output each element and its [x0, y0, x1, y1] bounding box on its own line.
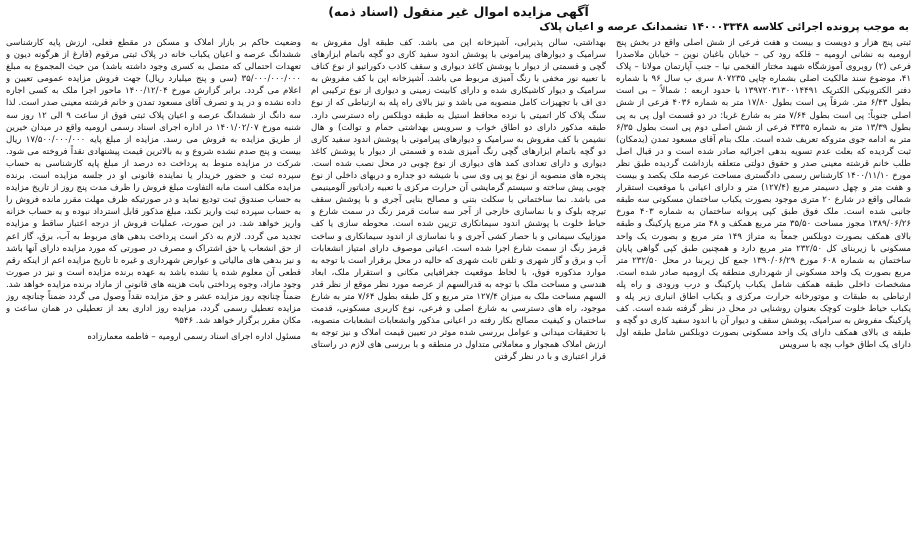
column-left-text: وضعیت حاکم بر بازار املاک و مسکن در مقطع فعلی، ارزش پایه کارشناسی ششدانگ عرصه و اعیان یکباب خانه در پلاک ثبتی مرقوم (فارغ از هرگونه دیون و تعهدات احتمالی که متصل به کسری وجود داشته باشد) من حیث المجموع به مبلغ ۳۵/۰۰۰/۰۰۰/۰۰۰ (سی و پنج میلیارد ریال) جهت فروش مزایده عمومی تعیین و اعلام می گردد. برابر گزارش مورخ ۱۴۰۰/۱۲/۰۴ ماحور اجرا ملک به کسی اجاره داده نشده و در ید و تصرف آقای مسعود تمدن و خانم قرشته معینی صدر است. لذا سه دانگ از ششدانگ عرصه و اعیان پلاک ثبتی فوق از ساعت ۹ الی ۱۲ روز سه شنبه مورخ ۱۴۰۱/۰۲/۰۷ در اداره اجرای اسناد رسمی ارومیه واقع در میدان خیرین از طریق مزایده به فروش می رسد. مزایده از مبلغ پایه ۱۷/۵۰۰/۰۰۰/۰۰۰ ریال بیست و پنج صدم نشده شروع و به بالاترین قیمت پیشنهادی نقداً فروخته می شود. شرکت در مزایده منوط به پرداخت ده درصد از مبلغ پایه کارشناسی به حساب سپرده ثبت و حضور خریدار یا نماینده قانونی او در جلسه مزایده است. برنده مزایده مکلف است مابه التفاوت مبلغ فروش را ظرف مدت پنج روز از تاریخ مزایده به حساب صندوق ثبت تودیع نماید و در صورتیکه ظرف مهلت مقرر مانده فروش را به حساب سپرده ثبت واریز نکند، مبلغ مذکور قابل استرداد نبوده و به حساب خزانه واریز خواهد شد. در این صورت، عملیات فروش از درجه اعتبار ساقط و مزایده تجدید می گردد. لازم به ذکر است پرداخت بدهی های مربوط به آب، برق، گاز اعم از حق انشعاب یا حق اشتراک و مصرف در صورتی که مورد مزایده دارای آنها باشد و نیز بدهی های مالیاتی و عوارض شهرداری و غیره تا تاریخ مزایده اعم از اینکه رقم قطعی آن معلوم شده یا نشده باشد به عهده برنده مزایده است و نیز در صورت وجود مازاد، وجوه پرداختی بابت هزینه های قانونی از مازاد برنده مزایده خواهد شد. ضمناً چنانچه روز مزایده عشر و حق مزایده نقداً وصول می گردد ضمناً چنانچه روز مزایده تعطیل رسمی گردد، مزایده روز اداری بعد از تعطیلی در همان ساعت و مکان مقرر برگزار خواهد شد. ۹۵۴۶: [6, 38, 301, 327]
column-middle-text: بهداشتی، سالن پذیرایی، آشپزخانه اپن می باشد. کف طبقه اول مفروش به سرامیک و دیوارهای پیرامونی با پوشش اندود سفید کاری دو گچه باتمام ابزارهای گچی و قسمتی از دیوار با پوشش کاغذ دیواری و سقف کاذب دکوراتیو از نوع کناف با تعبیه نور مخفی با رنگ آمیزی مربوط می باشد. آشپزخانه اپن با کف مفروش به سرامیک و دیوار کاشیکاری شده و دارای کابینت زمینی و دیواری از نوع ترکیبی ام دی اف با تجهیزات کامل منصوبه می باشد و نیز بالای راه پله به ارتباطی که از نوع سنگ پلاک کار اتمیتی با نرده محافظ استیل به طبقه دوبلکس راه دسترسی دارد. طبقه مذکور دارای دو اطاق خواب و سرویس بهداشتی حمام و توالت) و هال نشیمن با کف مفروش به سرامیک و دیوارهای پیرامونی با پوشش اندود سفید کاری دو گچه باتمام ابزارهای گچی رنگ آمیزی شده و قسمتی از دیوار با پوشش کاغذ دیواری و دارای تعدادی کمد های دیواری از نوع چوبی در محل نصب شده است. پنجره های منصوبه از نوع یو پی وی سی با شیشه دو جداره و دربهای داخلی از نوع چوبی پیش ساخته و سیستم گرمایشی آن حرارت مرکزی با تعبیه رادیاتور آلومینیمی می باشد. نما ساختمانی با سکلت بتنی و مصالح بنایی آجری و با پوشش سقف تیرچه بلوک و با نماسازی خارجی از آجر سه سانت قرمز رنگ در سمت شارع و حیاط خلوت با پوشش اندود سیمانکاری تزیین شده است. محوطه سازی یا کف موزاییک سیمانی و با حصار کشی آجری و با نماسازی از اندود سیمانکاری و ساخت قرمز رنگ از سمت شارع اجرا شده است. اعیانی موصوف دارای امتیاز انشعابات آب و برق و گاز شهری و تلفن ثابت شهری که حالیه در محل برقرار است با توجه به موارد مذکوره فوق، با لحاظ موقعیت جغرافیایی مکانی و استقرار ملک، ابعاد هندسی و مساحت ملک با توجه به قدرالسهم از عرصه مورد نظر موقع از نظر قدر السهم مساحت ملک به میزان ۱۲۷/۴ متر مربع و کل طبقه بطول ۷/۶۴ متر به شارع موجود، راه های دسترسی به شارع اصلی و فرعی، نوع کاربری مسکونی، قدمت ساختمان و کیفیت مصالح بکار رفته در اعیانی مذکور وانشعابات انشعابات منصوبه، با تحقیقات میدانی و عوامل بررسی شده موثر در تعیین قیمت املاک و نیز توجه به ارزش املاک همجوار و معاملاتی متداول در منطقه و با بررسی های لازم در راستای قرار اعتباری و با در نظر گرفتن: [311, 38, 606, 363]
column-right-text: ثبتی پنج هزار و دویست و بیست و هفت فرعی از شش اصلی واقع در بخش پنج ارومیه به نشانی ارومیه – قلکه رود کی – خیابان باغبان نوین – خیابان ملاصدرا فرعی (۲) روبروی آموزشگاه شهید مختار الفخمی نیا – جنب آپارتمان مولانا – پلاک ۴۱، موضوع سند مالکیت اصلی بشماره چاپی ۸۰۷۲۳۵ سری ب سال ۹۶ با شماره دفتر الکترونیکی الکتریک ۱۳۹۷۲۰۳۱۳۰۰۱۴۴۹۱ با حدود اربعه : شمالاً – بی است بطول ۶/۴۳ متر. شرقاً پی است بطول ۱۷/۸۰ متر به شماره ۴۰۳۶ فرعی از شش اصلی جنوباً: پی است بطول ۷/۶۴ متر به شارع غربا: در دو قسمت اول پی به پی بطول ۱۳/۳۹ متر به شماره ۴۳۳۵ فرعی از شش اصلی دوم پی است بطول ۶/۳۵ متر به ادامه جوی متروکه تعریف شده است. ملک بنام آقای مسعود تمدن (یدمکان) ثبت گردیده که بعلت عدم تسویه بدهی اجرائیه صادر شده است و در قبال اصل طلب خانم قرشته معینی صدر و حقوق دولتی متعلقه بازداشت گردیده طبق نظر مورخ ۱۴۰۰/۱۱/۱۰ کارشناس رسمی دادگستری مساحت عرصه ملک یکصد و بیست و هفت متر و چهل دسیمتر مربع (۱۲۷/۴) متر و دارای اعیانی با موقعیت استقرار شمالی واقع در شارع ۲۰ متری موجود بصورت یکباب ساختمان مسکونی سه طبقه جانبی شده است. ملک فوق طبق کپی پروانه ساختمان به شماره ۴۰۳ مورخ ۱۳۸۹/۰۶/۲۶ مجوز مساحت ۳۵/۵۰ متر مربع همکف و ۴۸ متر مربع پارکینگ و طبقه بالای همکف بصورت دوبلکس جمعاً به متراژ ۱۴۹ متر مربع و بصورت یک واحد مسکونی با زیربنای کل ۲۳۲/۵۰ متر مربع دارد و همچنین طبق کپی گواهی پایان ساختمان به شماره ۶۰۸ مورخ ۱۳۹۰/۰۶/۲۹ جمع کل زیربنا در محل ۲۳۲/۵۰ متر مربع بصورت یک واحد مسکونی از شهرداری منطقه یک ارومیه صادر شده است. مشخصات داخلی طبقه همکف شامل یکباب پارکینگ و درب ورودی و راه پله ارتباطی به طبقات و موتورخانه حرارت مرکزی و یکباب اطاق انباری زیر پله و یکباب حیاط خلوت کوچک بعنوان روشنایی در محل در نظر گرفته شده است. کف پارکینگ مفروش به سرامیک، پوشش سقف و دیوار آن با اندود سفید کاری دو گچه و طبقه ی بالای همکف دارای یک واحد مسکونی بصورت دوبلکس شامل طبقه اول دارای یک اطاق خواب بچه با سرویس: [616, 38, 911, 351]
signature-line: مسئول اداره اجرای اسناد رسمی ارومیه – فاطمه معمارزاده: [87, 332, 301, 343]
column-left: [6, 37, 301, 537]
notice-title: آگهی مزایده اموال غیر منقول (اسناد ذمه): [328, 4, 589, 19]
column-middle: [311, 37, 606, 537]
column-right: [616, 37, 911, 537]
notice-subtitle: به موجب پرونده اجرائی کلاسه ۱۴۰۰۰۳۳۴۸ تشمدانک عرصه و اعیان پلاک: [539, 21, 909, 33]
notice-columns: [6, 37, 911, 537]
